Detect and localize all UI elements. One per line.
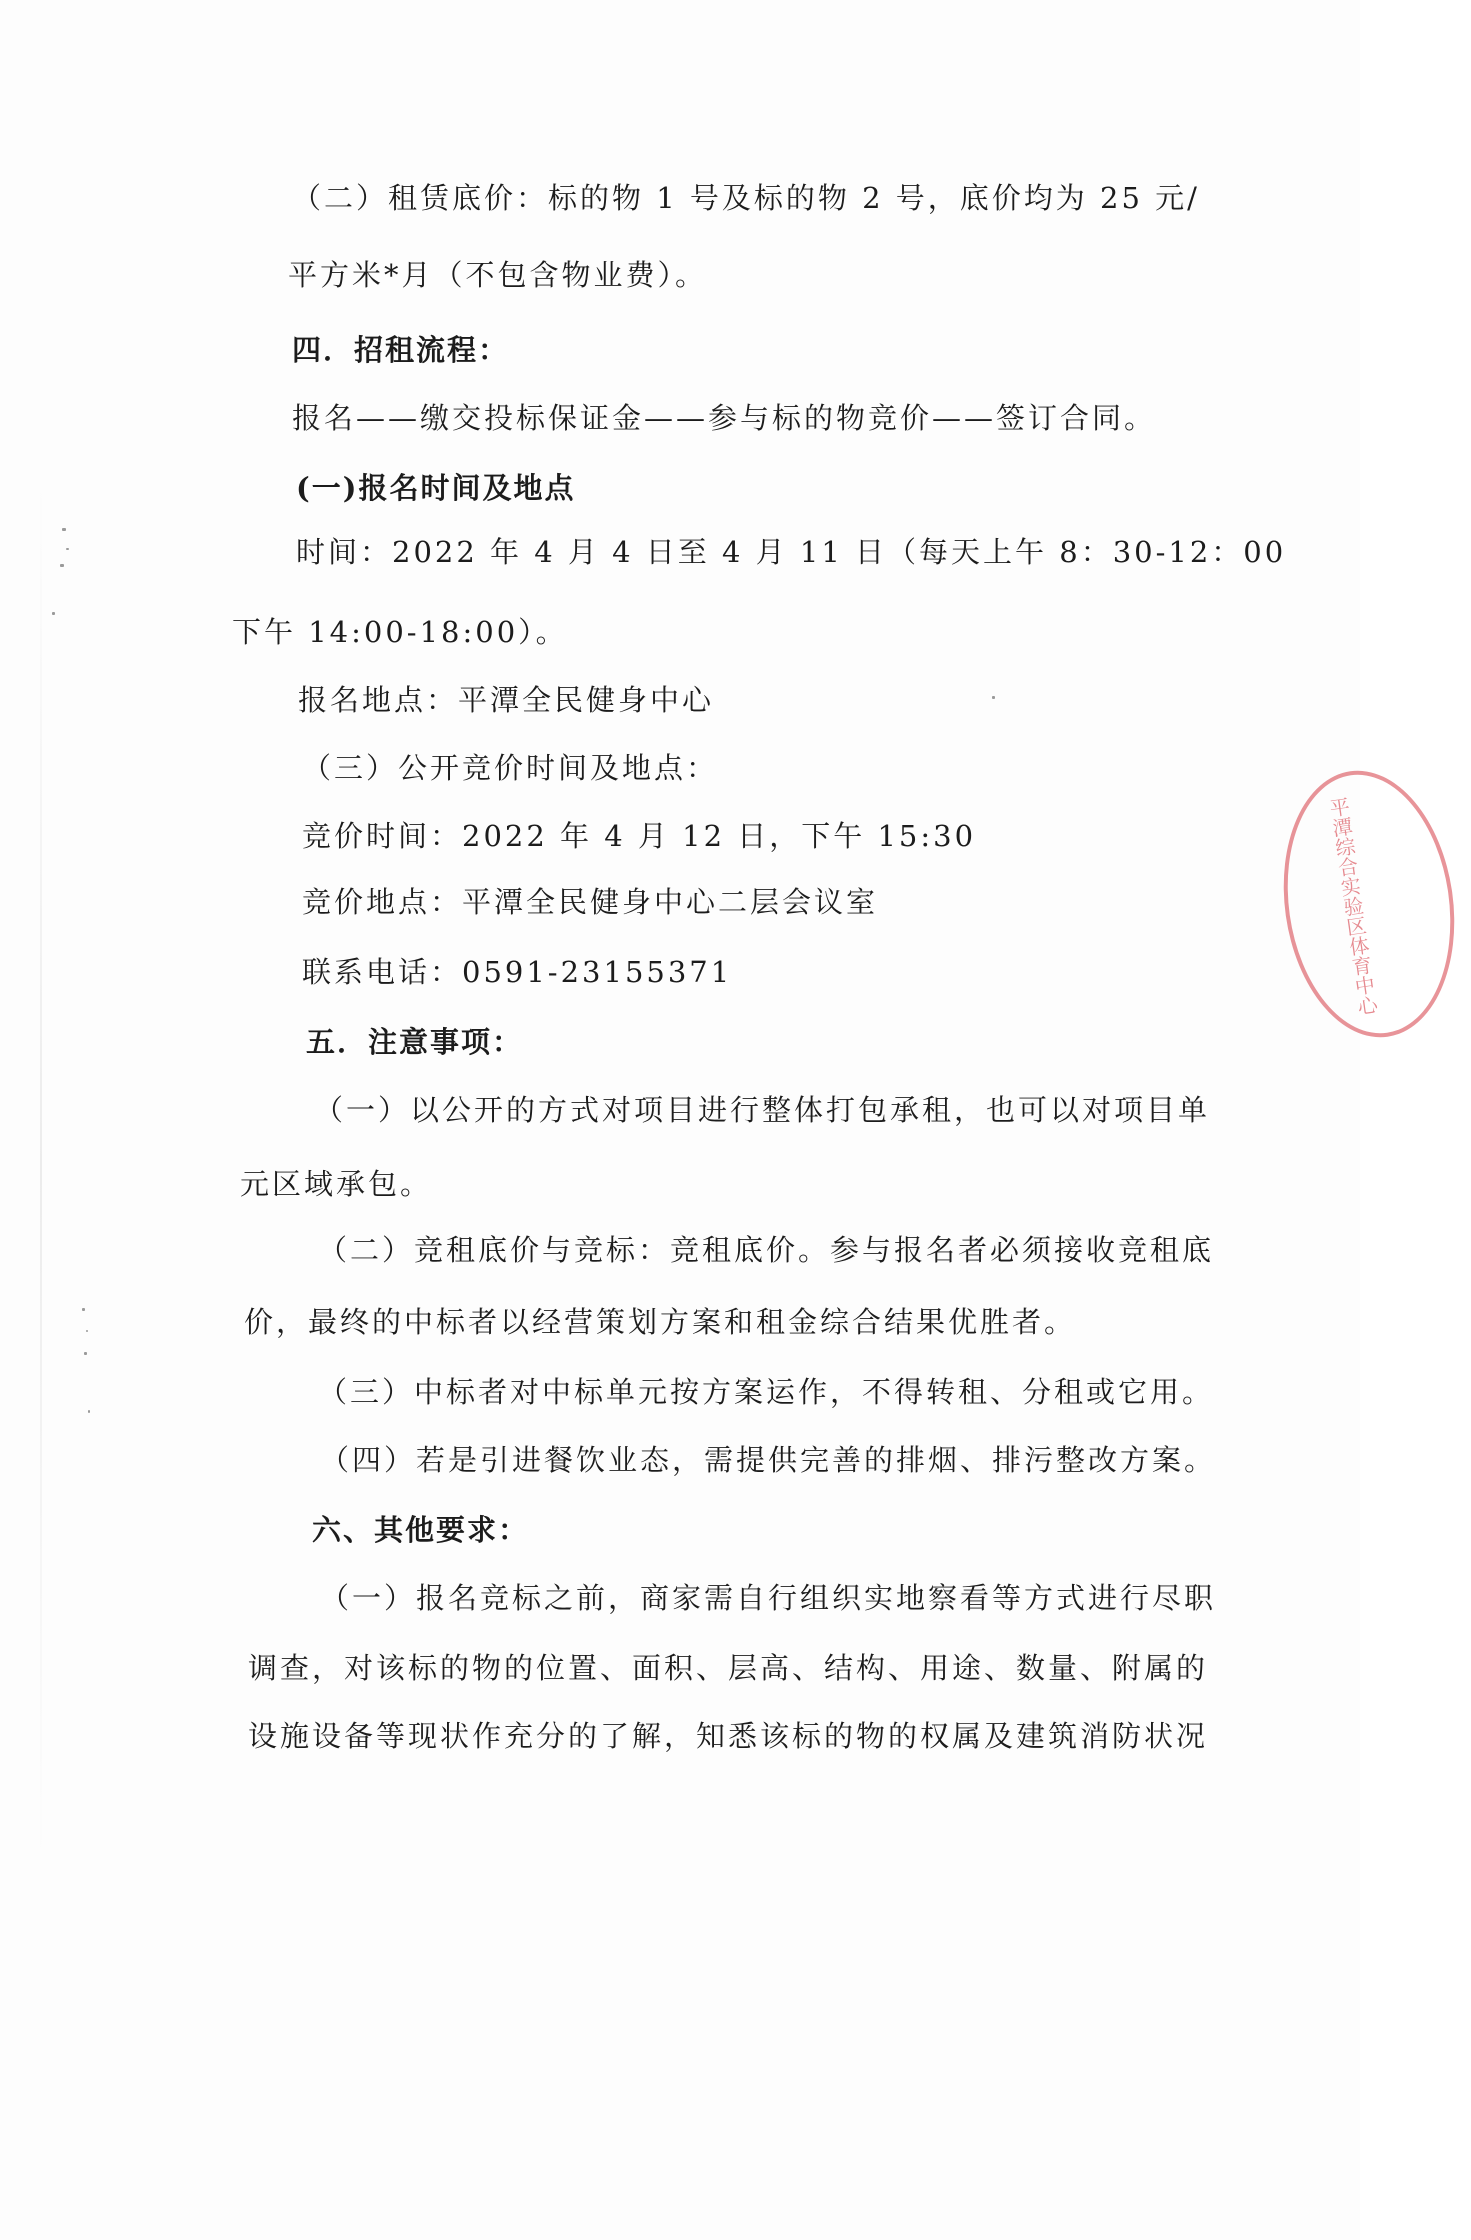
- scan-speck: [88, 1410, 90, 1413]
- paragraph-line: 下午 14:00-18:00）。: [232, 615, 568, 649]
- paragraph-line: （三）公开竞价时间及地点：: [302, 751, 719, 785]
- scan-speck: [86, 1330, 88, 1332]
- paragraph-line: 元区域承包。: [240, 1167, 433, 1201]
- paragraph-line: 平方米*月（不包含物业费）。: [288, 258, 708, 292]
- scan-speck: [84, 1352, 87, 1355]
- subsection-heading: (一)报名时间及地点: [296, 471, 576, 505]
- paragraph-line: （一）以公开的方式对项目进行整体打包承租，也可以对项目单: [314, 1093, 1211, 1127]
- scan-speck: [82, 1308, 85, 1311]
- paragraph-line: 时间：2022 年 4 月 4 日至 4 月 11 日（每天上午 8：30-12：00: [296, 535, 1287, 569]
- scan-speck: [992, 696, 995, 699]
- stamp-text: 平潭综合实验区体育中心: [1324, 795, 1380, 1017]
- paragraph-line: （一）报名竞标之前，商家需自行组织实地察看等方式进行尽职: [320, 1581, 1217, 1615]
- paragraph-line: 联系电话：0591-23155371: [302, 955, 733, 989]
- paragraph-line: （四）若是引进餐饮业态，需提供完善的排烟、排污整改方案。: [320, 1443, 1217, 1477]
- paragraph-line: 竞价地点：平潭全民健身中心二层会议室: [302, 885, 879, 919]
- paragraph-line: 竞价时间：2022 年 4 月 12 日，下午 15:30: [302, 819, 977, 853]
- paragraph-line: 报名地点：平潭全民健身中心: [298, 683, 715, 717]
- paragraph-line: （二）竞租底价与竞标：竞租底价。参与报名者必须接收竞租底: [318, 1233, 1215, 1267]
- paragraph-line: 报名——缴交投标保证金——参与标的物竞价——签订合同。: [292, 401, 1157, 435]
- scan-speck: [60, 564, 64, 567]
- paragraph-line: （二）租赁底价：标的物 1 号及标的物 2 号，底价均为 25 元/: [292, 181, 1200, 215]
- paragraph-line: 价，最终的中标者以经营策划方案和租金综合结果优胜者。: [244, 1305, 1077, 1339]
- paragraph-line: 设施设备等现状作充分的了解，知悉该标的物的权属及建筑消防状况: [248, 1719, 1209, 1753]
- section-heading: 六、其他要求：: [312, 1513, 530, 1547]
- section-heading: 四．招租流程：: [292, 333, 510, 367]
- scan-speck: [62, 528, 66, 531]
- section-heading: 五．注意事项：: [306, 1025, 524, 1059]
- red-seal-stamp: [1267, 760, 1471, 1049]
- paragraph-line: 调查，对该标的物的位置、面积、层高、结构、用途、数量、附属的: [248, 1651, 1209, 1685]
- scan-speck: [52, 612, 55, 615]
- paragraph-line: （三）中标者对中标单元按方案运作，不得转租、分租或它用。: [318, 1375, 1215, 1409]
- scan-speck: [66, 548, 69, 550]
- scan-shadow: [40, 480, 42, 1860]
